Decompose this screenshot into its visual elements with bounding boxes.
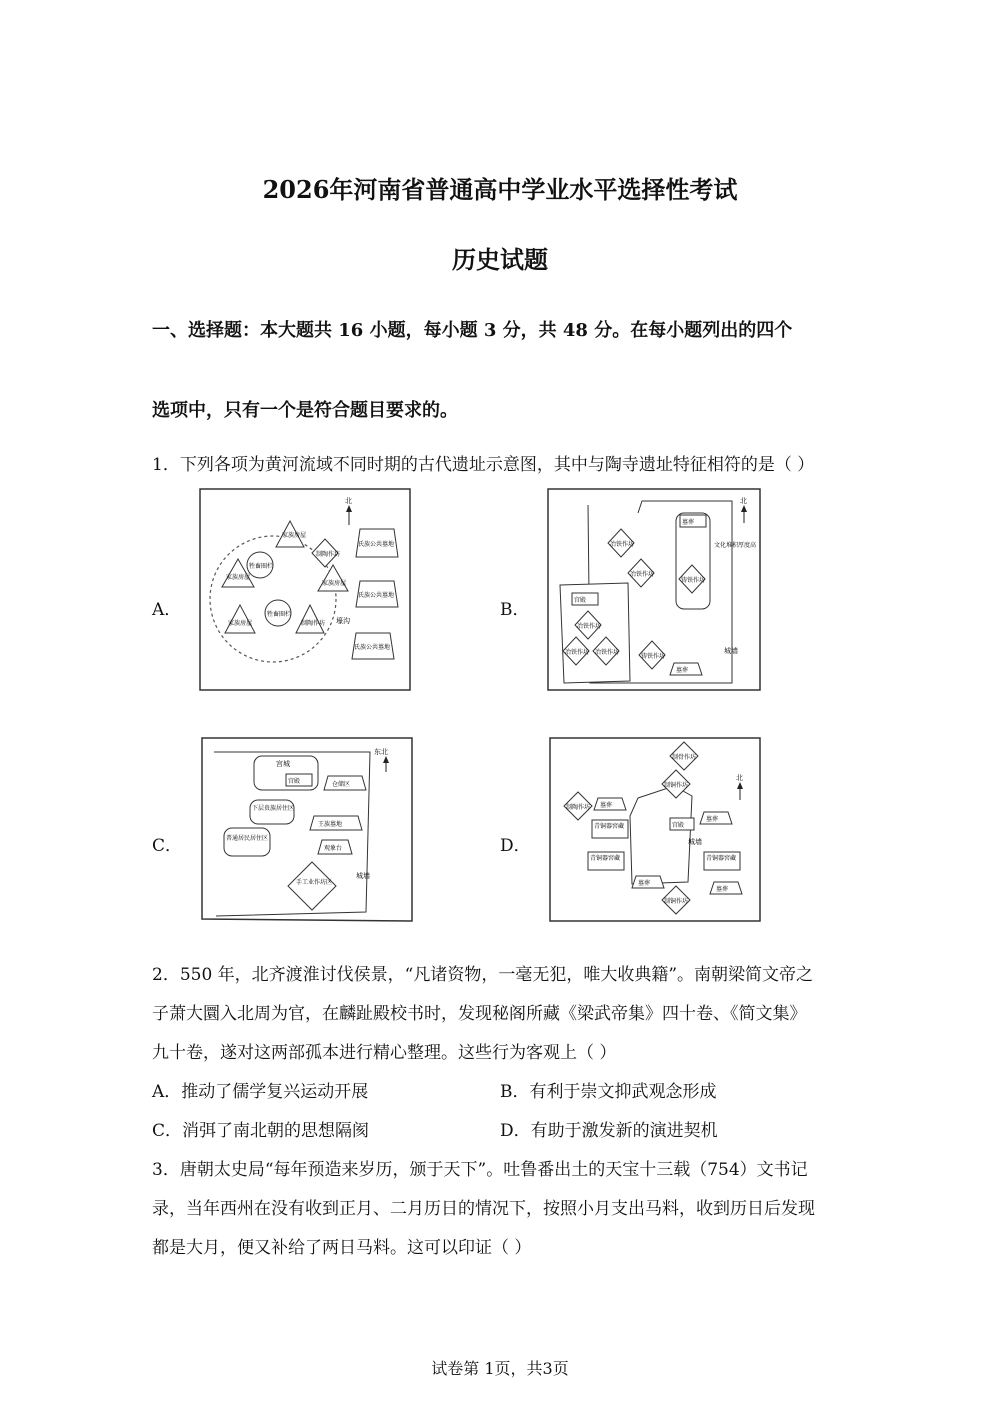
bronze-workshop-label: 制铜作坊 [664,782,689,789]
q1-option-d-label[interactable]: D． [500,836,531,856]
city-wall-label: 城墙 [688,838,702,846]
pottery-workshop-label: 制陶作坊 [316,551,341,558]
north-label: 北 [345,497,352,505]
q2-line3: 九十卷，遂对这两部孤本进行精心整理。这些行为客观上（ ） [152,1043,617,1063]
clan-cemetery-label: 氏族公共墓地 [354,644,391,651]
q2-line2: 子萧大圜入北周为官，在麟趾殿校书时，发现秘阁所藏《梁武帝集》四十卷、《简文集》 [152,1004,807,1024]
iron-smelting-label: 冶铁作坊 [577,623,602,630]
q3-line2: 录，当年西州在没有收到正月、二月历日的情况下，按照小月支出马料，收到历日后发现 [152,1199,815,1219]
q1-diagram-b [546,487,762,692]
q1-diagram-d [548,736,762,923]
q2-option-d[interactable]: D．有助于激发新的演进契机 [500,1121,718,1141]
q3-line3: 都是大月，便又补给了两日马料。这可以印证（ ） [152,1238,532,1258]
tomb-label: 墓葬 [706,816,719,823]
pottery-workshop-label: 制陶作坊 [566,804,591,811]
tomb-label: 墓葬 [600,802,613,809]
family-house-label: 家族房屋 [226,574,251,581]
family-house-label: 家族房屋 [228,620,253,627]
royal-cemetery-label: 王族墓地 [318,821,343,828]
q3-line1: 3．唐朝太史局“每年预造来岁历，颁于天下”。吐鲁番出土的天宝十三载（754）文书记 [152,1160,808,1180]
commoner-label: 普通居民居住区 [226,835,269,842]
q2-option-b[interactable]: B．有利于崇文抑武观念形成 [500,1082,717,1102]
exam-title: 2026年河南省普通高中学业水平选择性考试 [262,175,738,204]
page-footer: 试卷第 1页，共3页 [431,1359,569,1378]
city-wall-label: 城墙 [724,647,738,655]
iron-smelting-label: 冶铁作坊 [565,649,590,656]
livestock-pen-label: 牲畜圈栏 [267,611,292,618]
family-house-label: 家族房屋 [322,580,347,587]
iron-smelting-label: 冶铁作坊 [610,541,635,548]
livestock-pen-label: 牲畜圈栏 [249,563,274,570]
bone-workshop-label: 制骨作坊 [672,754,697,761]
city-wall-label: 城墙 [356,872,370,880]
iron-casting-label: 铸铁作坊 [641,653,666,660]
moat-label: 壕沟 [336,617,350,625]
tomb-label: 墓葬 [716,886,729,893]
tomb-label: 墓葬 [682,519,695,526]
palace-label: 宫殿 [574,597,587,604]
bronze-cache-label: 青铜器窖藏 [706,855,737,862]
section-heading-line1: 一、选择题：本大题共 16 小题，每小题 3 分，共 48 分。在每小题列出的四个 [152,320,793,341]
bronze-cache-label: 青铜器窖藏 [594,823,625,830]
handicraft-label: 手工业作坊区 [296,879,333,886]
north-label: 东北 [374,748,388,756]
lower-noble-label: 下层贵族居住区 [252,805,295,812]
pottery-workshop-label: 制陶作坊 [301,620,326,627]
q2-line1: 2．550 年，北齐渡淮讨伐侯景，“凡诸资物，一毫无犯，唯大收典籍”。南朝梁简文帝之 [152,965,814,985]
iron-casting-label: 铸铁作坊 [681,577,706,584]
q1-option-c-label[interactable]: C． [152,836,183,856]
storage-label: 仓储区 [332,781,351,788]
q1-diagram-c [200,736,414,923]
q2-option-c[interactable]: C．消弭了南北朝的思想隔阂 [152,1121,370,1141]
q1-diagram-a [198,487,412,692]
q1-option-b-label[interactable]: B． [500,600,530,620]
palace-label: 宫殿 [672,822,685,829]
q2-option-a[interactable]: A．推动了儒学复兴运动开展 [152,1082,369,1102]
family-house-label: 家族房屋 [282,532,307,539]
palace-label: 宫殿 [288,778,301,785]
iron-smelting-label: 冶铁作坊 [595,649,620,656]
clan-cemetery-label: 氏族公共墓地 [358,592,395,599]
section-heading-line2: 选项中，只有一个是符合题目要求的。 [152,400,458,421]
tomb-label: 墓葬 [676,667,689,674]
clan-cemetery-label: 氏族公共墓地 [358,541,395,548]
culture-layer-label: 文化堆积厚度高 [714,542,757,549]
q1-option-a-label[interactable]: A． [152,600,182,620]
observatory-label: 观象台 [324,845,343,852]
tomb-label: 墓葬 [638,880,651,887]
north-label: 北 [736,774,743,782]
iron-smelting-label: 冶铁作坊 [630,571,655,578]
bronze-cache-label: 青铜器窖藏 [590,855,621,862]
palace-city-label: 宫城 [276,760,290,768]
q1-stem: 1．下列各项为黄河流域不同时期的古代遗址示意图，其中与陶寺遗址特征相符的是（ ） [152,455,815,475]
north-label: 北 [740,497,747,505]
bronze-workshop-label: 制铜作坊 [664,898,689,905]
subject-title: 历史试题 [452,245,548,274]
